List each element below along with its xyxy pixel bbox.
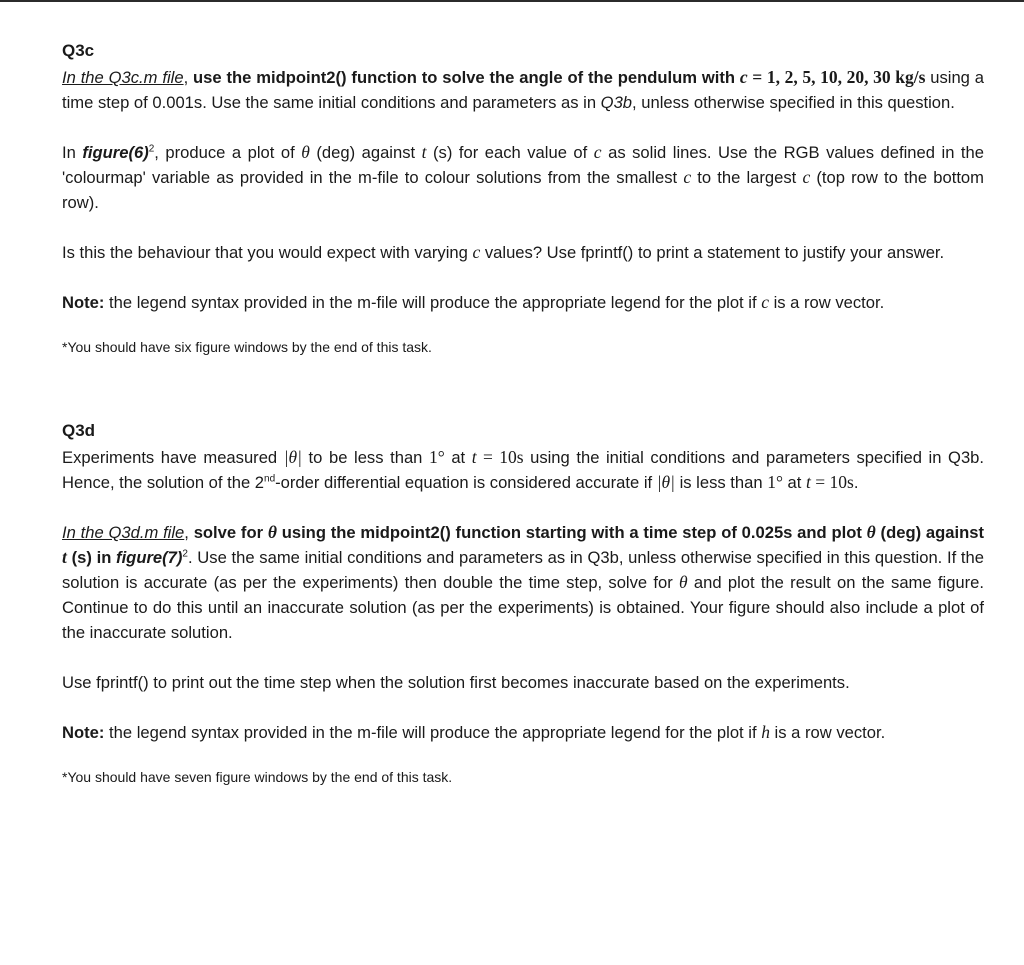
q3c-theta-symbol: θ — [301, 142, 310, 162]
q3c-comma: , — [183, 68, 189, 87]
q3d-note — [62, 720, 984, 745]
q3c-note — [62, 290, 984, 315]
q3d-abs-theta-1: |θ| — [283, 447, 302, 467]
q3c-note-post: is a row vector. — [768, 293, 885, 312]
q3d-p2-rest2: and plot the result on the same figure. Continue to do this until an inaccurate solution (as per the experiments) is obtained. Your figure should also include a plot of the inaccurate solution. — [62, 573, 984, 642]
q3c-figure-sup: 2 — [148, 143, 155, 155]
q3c-p2-mid1: , produce a plot of — [154, 143, 302, 162]
q3c-p2-mid4: as solid lines. Use the RGB values defined in the 'colourmap' variable as provided in the m-file to colour solutions from the smallest — [62, 143, 985, 187]
q3c-p2-mid2: (deg) against — [309, 143, 422, 162]
q3c-p2-mid5: to the largest — [691, 168, 803, 187]
q3d-theta-3: θ — [679, 572, 688, 592]
q3d-figure-ref: figure(7) — [116, 548, 183, 567]
q3d-comma: , — [184, 523, 189, 542]
q3d-value-1: 10s — [499, 447, 524, 467]
q3d-p1-mid4: -order differential equation is considered accurate if — [275, 473, 657, 492]
q3d-p1-pre: Experiments have measured — [62, 448, 284, 467]
q3c-heading: Q3c — [62, 41, 95, 60]
q3c-paragraph-1 — [62, 65, 984, 115]
q3c-t-symbol: t — [421, 142, 427, 162]
q3d-p2-rest1: . Use the same initial conditions and parameters as in Q3b, unless otherwise specified in this question. If the solution is accurate (as per the experiments) then double the time step, solve for — [62, 548, 984, 592]
q3c-figure-ref: figure(6) — [82, 143, 149, 162]
q3d-note-pre: the legend syntax provided in the m-file will produce the appropriate legend for the plot if — [104, 723, 762, 742]
q3d-equals-1: = — [476, 447, 500, 467]
q3c-paragraph-3 — [62, 240, 984, 265]
q3c-c-symbol: c — [739, 67, 748, 87]
q3d-paragraph-1 — [62, 445, 984, 495]
q3c-c-symbol-3: c — [683, 167, 692, 187]
q3d-t-symbol-1: t — [471, 447, 477, 467]
q3c-c-symbol-5: c — [472, 242, 481, 262]
q3d-bold-2: using the midpoint2() function starting with a time step of 0.025s and plot — [276, 523, 867, 542]
q3d-equals-2: = — [810, 472, 830, 492]
q3d-file-ref: In the Q3d.m file — [62, 523, 185, 542]
q3d-theta-1: θ — [267, 522, 277, 542]
q3c-q3b-ref: Q3b — [600, 93, 633, 112]
q3c-instruction-bold: use the midpoint2() function to solve the angle of the pendulum with — [188, 68, 740, 87]
q3c-note-label: Note: — [62, 293, 105, 312]
q3d-figure-sup: 2 — [182, 548, 188, 560]
q3d-footnote: *You should have seven figure windows by the end of this task. — [62, 769, 453, 785]
section-q3c — [62, 40, 984, 357]
q3d-nd-sup: nd — [264, 473, 276, 485]
q3c-c-symbol-4: c — [802, 167, 811, 187]
q3d-one-degree-1: 1° — [428, 447, 445, 467]
q3c-p2-mid3: (s) for each value of — [426, 143, 594, 162]
q3d-bold-1: solve for — [188, 523, 268, 542]
q3c-p3-pre: Is this the behaviour that you would expect with varying — [62, 243, 473, 262]
q3d-t-symbol-3: t — [62, 547, 67, 567]
q3d-p1-end: . — [853, 473, 859, 492]
q3d-p1-mid3: using the initial conditions and parameters specified in Q3b. Hence, the solution of the 2 — [62, 448, 985, 492]
q3d-bold-4: (s) in — [66, 548, 117, 567]
q3d-one-degree-2: 1° — [767, 472, 783, 492]
q3c-p2-pre: In — [62, 143, 83, 162]
q3c-c-symbol-6: c — [761, 292, 769, 312]
q3d-p1-mid5: is less than — [674, 473, 768, 492]
q3c-text-1: using a time step of 0.001s. Use the same initial conditions and parameters as in — [62, 68, 984, 112]
q3c-text-2: , unless otherwise specified in this question. — [632, 93, 955, 112]
q3d-paragraph-3: Use fprintf() to print out the time step when the solution first becomes inaccurate based on the experiments. — [62, 673, 850, 692]
q3d-h-symbol: h — [761, 722, 770, 742]
q3d-note-post: is a row vector. — [769, 723, 886, 742]
q3c-note-pre: the legend syntax provided in the m-file will produce the appropriate legend for the plot if — [104, 293, 762, 312]
section-q3d — [62, 420, 984, 787]
q3c-c-symbol-2: c — [593, 142, 602, 162]
q3d-p1-mid1: to be less than — [301, 448, 429, 467]
q3c-p2-end: (top row to the bottom row). — [62, 168, 984, 212]
q3c-footnote: *You should have six figure windows by the end of this task. — [62, 339, 432, 355]
q3d-note-label: Note: — [62, 723, 105, 742]
q3d-abs-theta-2: |θ| — [656, 472, 675, 492]
q3d-value-2: 10s — [829, 472, 854, 492]
q3d-p1-mid2: at — [444, 448, 472, 467]
q3d-bold-3: (deg) against — [875, 523, 984, 542]
q3c-equals: = — [747, 67, 767, 87]
q3c-file-ref: In the Q3c.m file — [62, 68, 184, 87]
q3d-p1-mid6: at — [782, 473, 806, 492]
q3d-theta-2: θ — [866, 522, 876, 542]
q3d-paragraph-2 — [62, 520, 984, 645]
q3d-t-symbol-2: t — [806, 472, 811, 492]
top-divider — [0, 0, 1024, 2]
q3d-heading: Q3d — [62, 421, 96, 440]
q3c-c-values: 1, 2, 5, 10, 20, 30 kg/s — [766, 67, 926, 87]
q3c-p3-post: values? Use fprintf() to print a statement to justify your answer. — [480, 243, 945, 262]
q3c-paragraph-2 — [62, 140, 984, 215]
document-body — [62, 40, 984, 787]
